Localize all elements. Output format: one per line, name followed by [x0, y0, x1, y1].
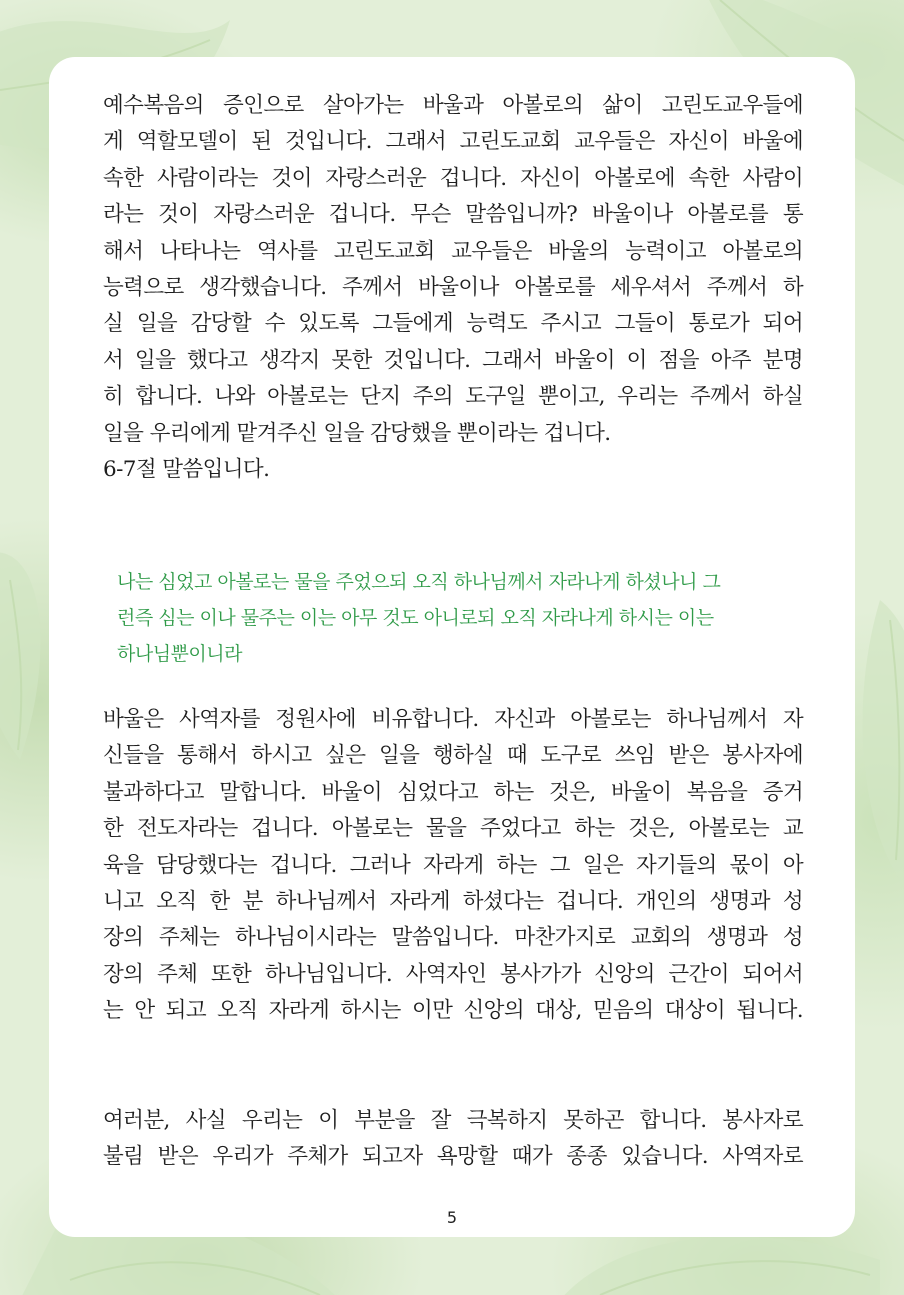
paragraph-1 — [103, 88, 803, 488]
paragraph-line: 한 전도자라는 겁니다. 아볼로는 물을 주었다고 하는 것은, 아볼로는 교 — [103, 816, 803, 842]
paragraph-line: 서 일을 했다고 생각지 못한 것입니다. 그래서 바울이 이 점을 아주 분명 — [103, 347, 803, 373]
paragraph-line: 장의 주체 또한 하나님입니다. 사역자인 봉사가가 신앙의 근간이 되어서 — [103, 961, 803, 987]
paragraph-line: 해서 나타나는 역사를 고린도교회 교우들은 바울의 능력이고 아볼로의 — [103, 238, 803, 264]
paragraph-line: 장의 주체는 하나님이시라는 말씀입니다. 마찬가지로 교회의 생명과 성 — [103, 925, 803, 951]
paragraph-line: 속한 사람이라는 것이 자랑스러운 겁니다. 자신이 아볼로에 속한 사람이 — [103, 165, 803, 191]
paragraph-line: 라는 것이 자랑스러운 겁니다. 무슨 말씀입니까? 바울이나 아볼로를 통 — [103, 202, 803, 228]
paragraph-line: 신들을 통해서 하시고 싶은 일을 행하실 때 도구로 쓰임 받은 봉사자에 — [103, 743, 803, 769]
paragraph-line: 일을 우리에게 맡겨주신 일을 감당했을 뿐이라는 겁니다. — [103, 420, 611, 446]
paragraph-line: 여러분, 사실 우리는 이 부분을 잘 극복하지 못하곤 합니다. 봉사자로 — [103, 1108, 803, 1133]
paragraph-line: 히 합니다. 나와 아볼로는 단지 주의 도구일 뿐이고, 우리는 주께서 하실 — [103, 384, 803, 410]
scripture-line: 하나님뿐이니라 — [117, 643, 242, 665]
paragraph-line: 능력으로 생각했습니다. 주께서 바울이나 아볼로를 세우셔서 주께서 하 — [103, 275, 803, 301]
paragraph-line: 예수복음의 증인으로 살아가는 바울과 아볼로의 삶이 고린도교우들에 — [103, 93, 803, 118]
scripture-quote — [117, 564, 807, 672]
paragraph-line: 게 역할모델이 된 것입니다. 그래서 고린도교회 교우들은 자신이 바울에 — [103, 129, 803, 155]
paragraph-line: 불과하다고 말합니다. 바울이 심었다고 하는 것은, 바울이 복음을 증거 — [103, 779, 803, 805]
paragraph-line: 니고 오직 한 분 하나님께서 자라게 하셨다는 겁니다. 개인의 생명과 성 — [103, 889, 803, 915]
paragraph-line: 육을 담당했다는 겁니다. 그러나 자라게 하는 그 일은 자기들의 몫이 아 — [103, 852, 803, 878]
scripture-line: 나는 심었고 아볼로는 물을 주었으되 오직 하나님께서 자라나게 하셨나니 그 — [117, 571, 721, 593]
paragraph-line: 는 안 되고 오직 자라게 하시는 이만 신앙의 대상, 믿음의 대상이 됩니다. — [103, 998, 803, 1024]
paragraph-line: 불림 받은 우리가 주체가 되고자 욕망할 때가 종종 있습니다. 사역자로 — [103, 1144, 803, 1170]
paragraph-3 — [103, 1103, 803, 1176]
paragraph-line: 바울은 사역자를 정원사에 비유합니다. 자신과 아볼로는 하나님께서 자 — [103, 707, 803, 732]
page-number: 5 — [446, 1208, 458, 1227]
paragraph-line: 실 일을 감당할 수 있도록 그들에게 능력도 주시고 그들이 통로가 되어 — [103, 311, 803, 337]
paragraph-2 — [103, 702, 803, 1030]
verse-reference: 6-7절 말씀입니다. — [103, 457, 270, 483]
scripture-line: 런즉 심는 이나 물주는 이는 아무 것도 아니로되 오직 자라나게 하시는 이는 — [117, 607, 714, 629]
